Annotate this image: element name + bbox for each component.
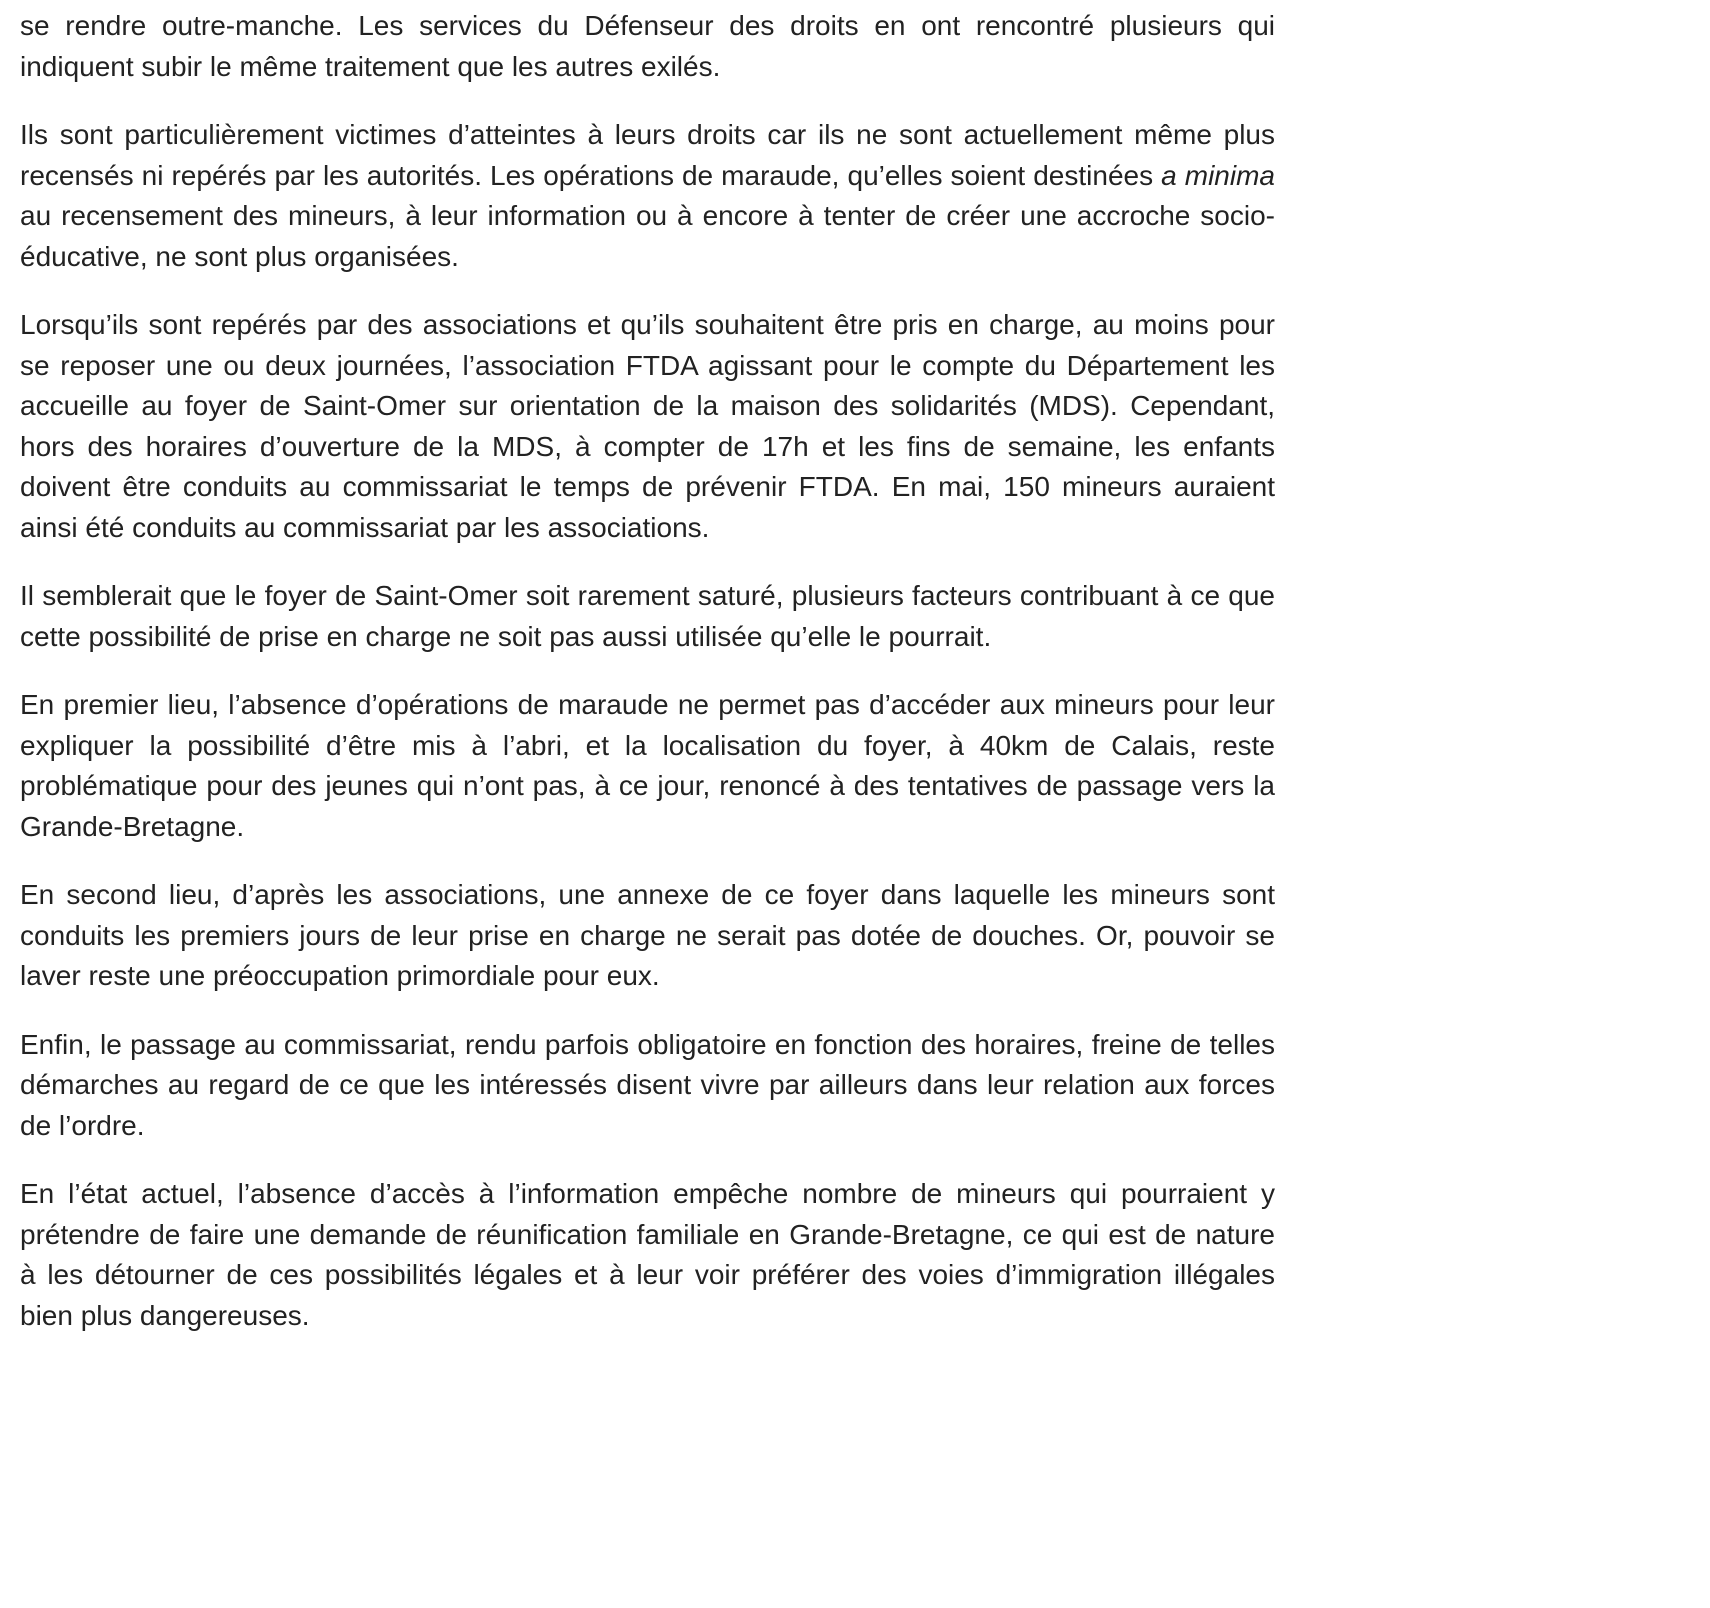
paragraph-2-text-before: Ils sont particulièrement victimes d’atteintes à leurs droits car ils ne sont actuellement même plus recensés ni repérés par les autorités. Les opérations de maraude, qu’elles soient destinées xyxy=(20,119,1275,191)
paragraph-4: Il semblerait que le foyer de Saint-Omer soit rarement saturé, plusieurs facteurs contribuant à ce que cette possibilité de prise en charge ne soit pas aussi utilisée qu’elle le pourrait. xyxy=(20,580,1275,652)
paragraph-8: En l’état actuel, l’absence d’accès à l’information empêche nombre de mineurs qui pourraient y prétendre de faire une demande de réunification familiale en Grande-Bretagne, ce qui est de nature à les détourner de ces possibilités légales et à leur voir préférer des voies d’immigration illégales bien plus dangereuses. xyxy=(20,1178,1275,1331)
paragraph-6: En second lieu, d’après les associations, une annexe de ce foyer dans laquelle les mineurs sont conduits les premiers jours de leur prise en charge ne serait pas dotée de douches. Or, pouvoir se laver reste une préoccupation primordiale pour eux. xyxy=(20,879,1275,991)
paragraph-2 xyxy=(20,115,1275,277)
paragraph-2-italic-phrase: a minima xyxy=(1161,159,1275,191)
paragraph-5: En premier lieu, l’absence d’opérations de maraude ne permet pas d’accéder aux mineurs pour leur expliquer la possibilité d’être mis à l’abri, et la localisation du foyer, à 40km de Calais, reste problématique pour des jeunes qui n’ont pas, à ce jour, renoncé à des tentatives de passage vers la Grande-Bretagne. xyxy=(20,689,1275,842)
paragraph-7: Enfin, le passage au commissariat, rendu parfois obligatoire en fonction des horaires, freine de telles démarches au regard de ce que les intéressés disent vivre par ailleurs dans leur relation aux forces de l’ordre. xyxy=(20,1028,1275,1141)
document-page xyxy=(20,0,1275,1364)
paragraph-3: Lorsqu’ils sont repérés par des associations et qu’ils souhaitent être pris en charge, au moins pour se reposer une ou deux journées, l’association FTDA agissant pour le compte du Département les accueille au foyer de Saint-Omer sur orientation de la maison des solidarités (MDS). Cependant, hors des horaires d’ouverture de la MDS, à compter de 17h et les fins de semaine, les enfants doivent être conduits au commissariat le temps de prévenir FTDA. En mai, 150 mineurs auraient ainsi été conduits au commissariat par les associations. xyxy=(20,309,1275,543)
paragraph-1: se rendre outre-manche. Les services du Défenseur des droits en ont rencontré plusieurs qui indiquent subir le même traitement que les autres exilés. xyxy=(20,10,1275,82)
paragraph-2-text-after: au recensement des mineurs, à leur information ou à encore à tenter de créer une accroche socio-éducative, ne sont plus organisées. xyxy=(20,200,1275,272)
